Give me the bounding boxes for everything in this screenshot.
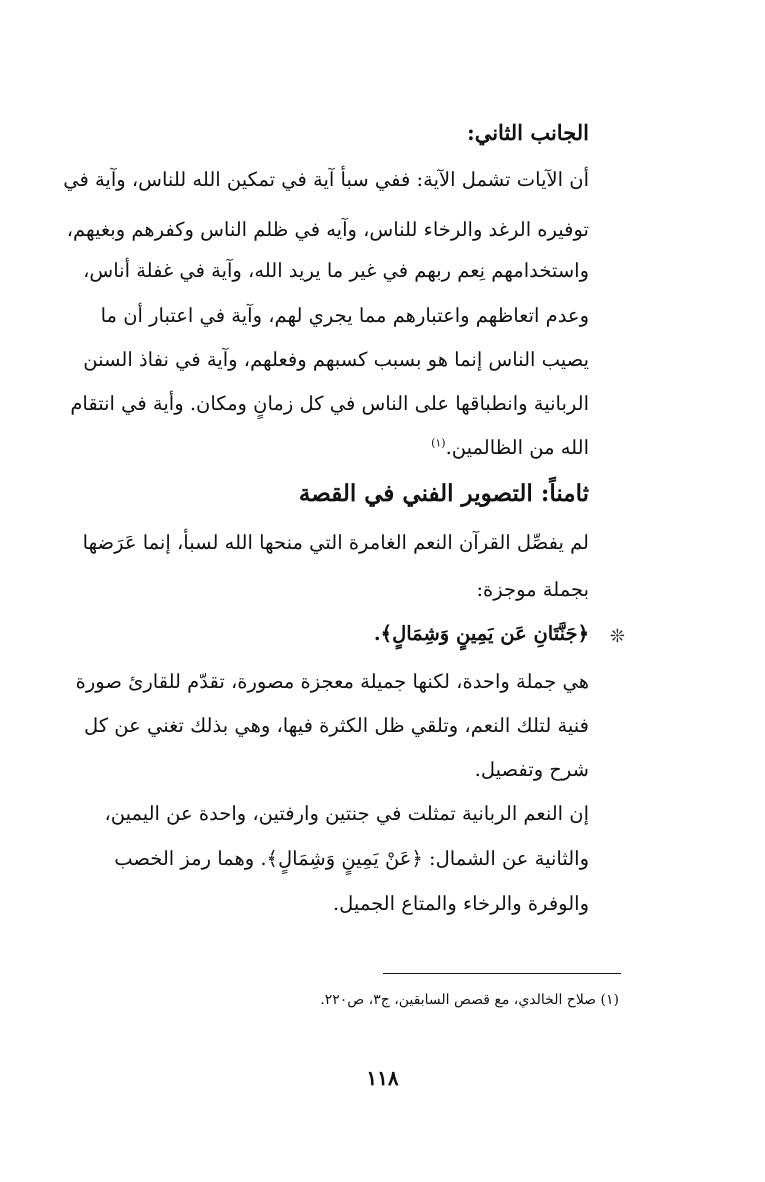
paragraph1-line-1: أن الآيات تشمل الآية: ففي سبأ آية في تمكين الله للناس، وآية في [63,168,589,191]
paragraph4-line-3: والوفرة والرخاء والمتاع الجميل. [332,892,589,915]
paragraph1-line-5: يصيب الناس إنما هو بسبب كسبهم وفعلهم، وآية في نفاذ السنن [83,348,589,371]
paragraph1-line-7 [181,436,589,459]
paragraph3-line-3: شرح وتفصيل. [474,758,589,781]
paragraph1-line-3: واستخدامهم نِعم ربهم في غير ما يريد الله، وآية في غفلة أناس، [83,259,589,282]
paragraph1-line-2: توفيره الرغد والرخاء للناس، وآيه في ظلم الناس وكفرهم وبغيهم، [66,218,589,241]
section-heading: الجانب الثاني: [466,120,589,145]
paragraph1-line-6: الربانية وانطباقها على الناس في كل زمانٍ ومكان. وأية في انتقام [70,392,589,415]
page-number: ١١٨ [366,1066,399,1090]
footnote: (١) صلاح الخالدي، مع قصص السابقين، ج٣، ص٢٢٠. [320,992,619,1008]
paragraph2-line-1: لم يفصِّل القرآن النعم الغامرة التي منحها الله لسبأ، إنما عَرَضها [82,531,589,554]
quran-verse: ﴿جَنَّتَانِ عَن يَمِينٍ وَشِمَالٍ﴾. [373,622,589,645]
paragraph3-line-2: فنية لتلك النعم، وتلقي ظل الكثرة فيها، وهي بذلك تغني عن كل [84,714,589,737]
paragraph2-line-2: بجملة موجزة: [476,578,589,601]
paragraph4-line-2: والثانية عن الشمال: ﴿عَنْ يَمِينٍ وَشِمَالٍ﴾. وهما رمز الخصب [114,847,589,870]
paragraph1-line-7-text: الله من الظالمين. [445,436,589,459]
footnote-marker: (١) [431,436,446,450]
bullet-icon: ❊ [609,626,625,647]
subheading: ثامناً: التصوير الفني في القصة [298,480,589,507]
paragraph3-line-1: هي جملة واحدة، لكنها جميلة معجزة مصورة، تقدّم للقارئ صورة [75,670,589,693]
footnote-divider [383,973,621,974]
paragraph4-line-1: إن النعم الربانية تمثلت في جنتين وارفتين، واحدة عن اليمين، [104,802,589,825]
paragraph1-line-4: وعدم اتعاظهم واعتبارهم مما يجري لهم، وآية في اعتبار أن ما [100,304,589,327]
